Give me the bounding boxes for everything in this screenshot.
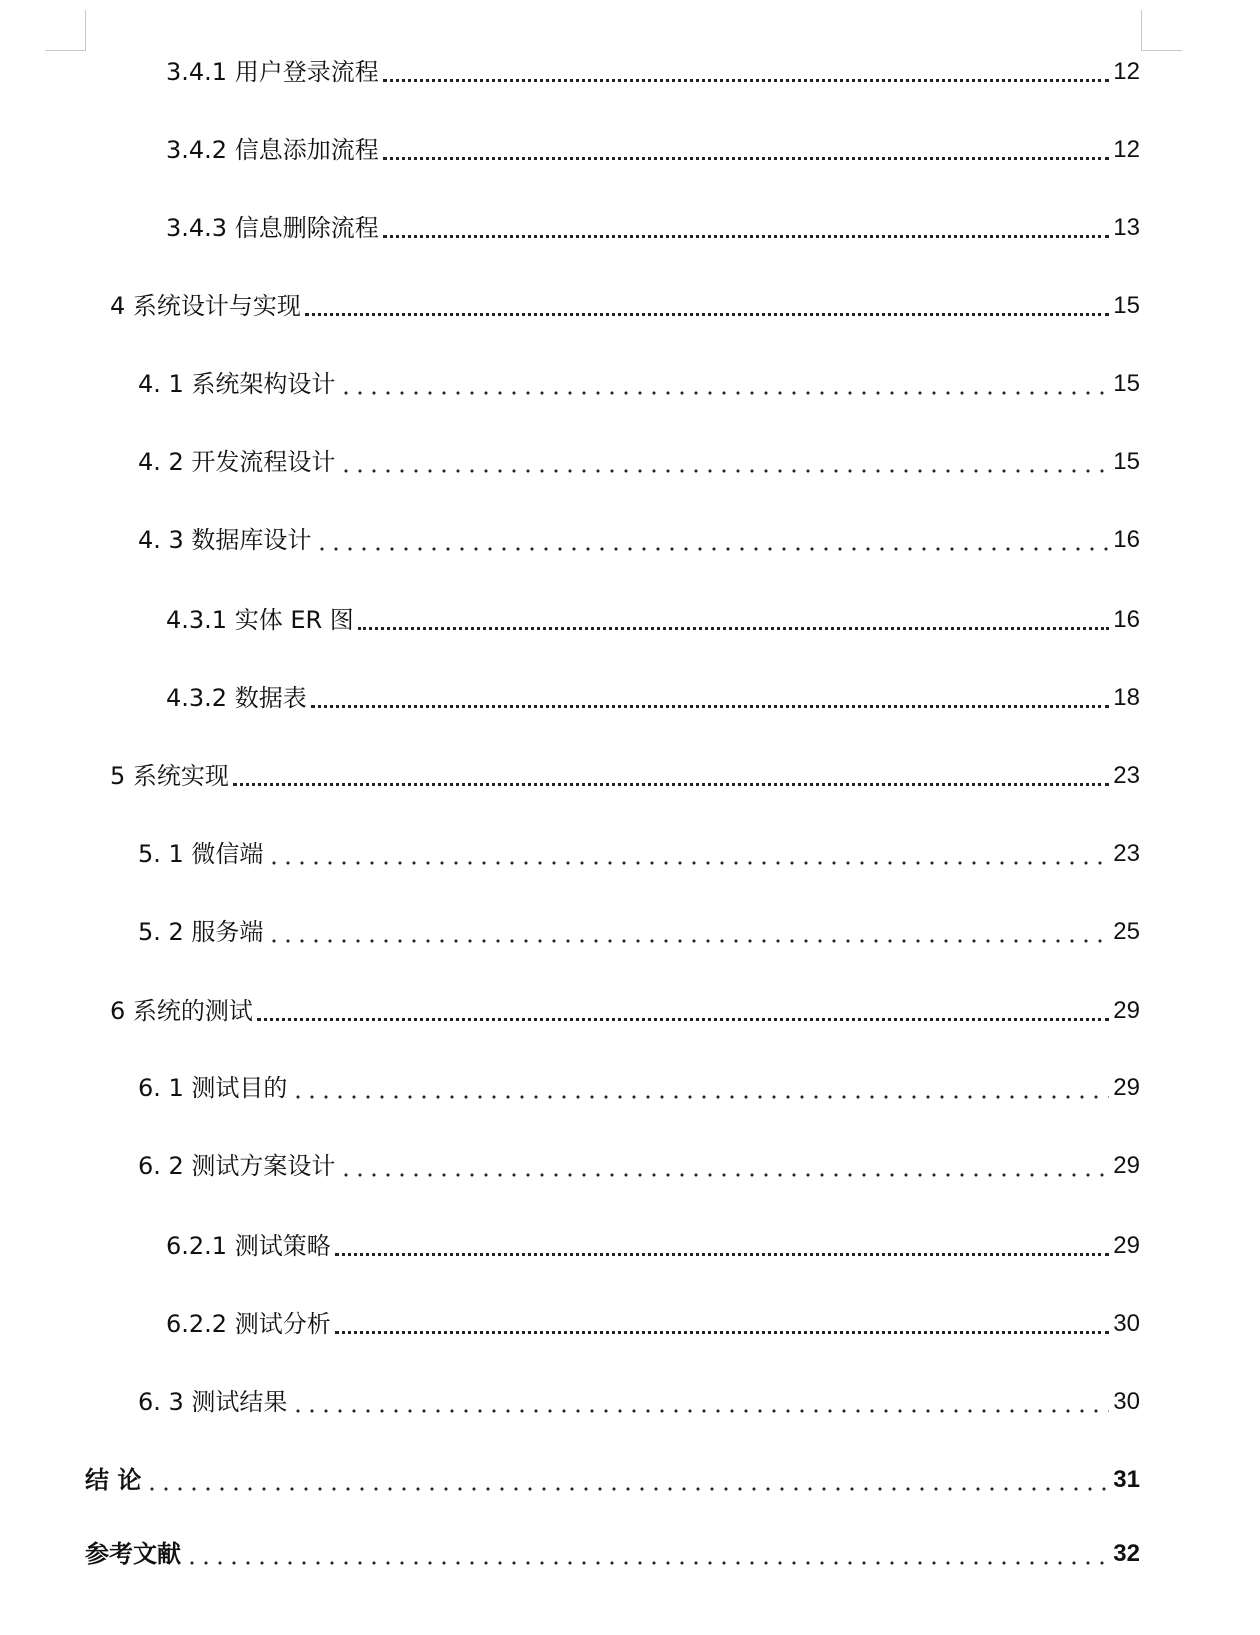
toc-leader: [383, 155, 1110, 160]
toc-entry-6-2-2[interactable]: [166, 1304, 1140, 1344]
toc-entry-6-2-1[interactable]: [166, 1226, 1140, 1266]
toc-leader: [291, 1095, 1109, 1099]
toc-label: 6. 3 测试结果: [138, 1388, 288, 1416]
toc-page-number: 12: [1113, 58, 1140, 85]
toc-label: 3.4.2 信息添加流程: [166, 136, 379, 164]
toc-entry-6-3[interactable]: [138, 1382, 1140, 1422]
toc-page-number: 30: [1113, 1388, 1140, 1415]
toc-entry-4-1[interactable]: [138, 364, 1140, 404]
toc-entry-4[interactable]: [110, 286, 1140, 326]
toc-leader: [311, 703, 1110, 708]
toc-label: 6 系统的测试: [110, 997, 253, 1025]
toc-label: 4.3.1 实体 ER 图: [166, 606, 354, 634]
toc-leader: [233, 781, 1109, 786]
toc-label: 6. 2 测试方案设计: [138, 1152, 336, 1180]
toc-leader: [267, 939, 1109, 943]
toc-page-number: 16: [1113, 606, 1140, 633]
toc-entry-6-1[interactable]: [138, 1068, 1140, 1108]
toc-page-number: 18: [1113, 684, 1140, 711]
toc-leader: [383, 233, 1110, 238]
toc-page-number: 29: [1113, 1232, 1140, 1259]
toc-label: 6.2.2 测试分析: [166, 1310, 331, 1338]
toc-label: 4. 1 系统架构设计: [138, 370, 336, 398]
toc-leader: [339, 391, 1109, 395]
toc-leader: [383, 77, 1110, 82]
toc-entry-4-3-2[interactable]: [166, 678, 1140, 718]
toc-label: 5 系统实现: [110, 762, 229, 790]
toc-leader: [315, 547, 1109, 551]
crop-mark-top-right: [1141, 10, 1182, 51]
toc-label: 3.4.3 信息删除流程: [166, 214, 379, 242]
toc-label: 6. 1 测试目的: [138, 1074, 288, 1102]
toc-entry-6[interactable]: [110, 991, 1140, 1031]
toc-page-number: 25: [1113, 918, 1140, 945]
toc-page-number: 29: [1113, 1074, 1140, 1101]
toc-entry-3-4-1[interactable]: [166, 52, 1140, 92]
toc-leader: [335, 1329, 1110, 1334]
toc-leader: [257, 1016, 1109, 1021]
toc-entry-4-3-1[interactable]: [166, 600, 1140, 640]
toc-page-number: 15: [1113, 292, 1140, 319]
toc-label: 参考文献: [85, 1540, 181, 1568]
toc-leader: [267, 861, 1109, 865]
toc-label: 4. 3 数据库设计: [138, 526, 312, 554]
toc-leader: [339, 1173, 1109, 1177]
toc-leader: [358, 625, 1110, 630]
toc-label: 4. 2 开发流程设计: [138, 448, 336, 476]
toc-label: 5. 2 服务端: [138, 918, 264, 946]
toc-entry-3-4-2[interactable]: [166, 130, 1140, 170]
toc-leader: [185, 1561, 1109, 1565]
toc-label: 5. 1 微信端: [138, 840, 264, 868]
toc-page-number: 29: [1113, 997, 1140, 1024]
toc-page-number: 23: [1113, 762, 1140, 789]
toc-entry-references[interactable]: [85, 1534, 1140, 1574]
toc-page-number: 15: [1113, 370, 1140, 397]
toc-leader: [291, 1409, 1109, 1413]
toc-page-number: 32: [1113, 1540, 1140, 1567]
toc-entry-4-2[interactable]: [138, 442, 1140, 482]
toc-page-number: 13: [1113, 214, 1140, 241]
toc-entry-conclusion[interactable]: [85, 1460, 1140, 1500]
toc-page-number: 29: [1113, 1152, 1140, 1179]
toc-page-number: 12: [1113, 136, 1140, 163]
toc-leader: [339, 469, 1109, 473]
toc-entry-6-2[interactable]: [138, 1146, 1140, 1186]
toc-page-number: 31: [1113, 1466, 1140, 1493]
toc-page-number: 15: [1113, 448, 1140, 475]
toc-label: 6.2.1 测试策略: [166, 1232, 331, 1260]
toc-entry-4-3[interactable]: [138, 520, 1140, 560]
toc-page-number: 23: [1113, 840, 1140, 867]
toc-label: 4 系统设计与实现: [110, 292, 301, 320]
toc-entry-5[interactable]: [110, 756, 1140, 796]
toc-leader: [335, 1251, 1110, 1256]
toc-page-number: 16: [1113, 526, 1140, 553]
toc-leader: [145, 1487, 1109, 1491]
crop-mark-top-left: [45, 10, 86, 51]
toc-entry-3-4-3[interactable]: [166, 208, 1140, 248]
toc-leader: [305, 311, 1109, 316]
toc-label: 3.4.1 用户登录流程: [166, 58, 379, 86]
toc-label: 4.3.2 数据表: [166, 684, 307, 712]
toc-label: 结 论: [85, 1466, 142, 1494]
toc-entry-5-2[interactable]: [138, 912, 1140, 952]
toc-page-number: 30: [1113, 1310, 1140, 1337]
toc-entry-5-1[interactable]: [138, 834, 1140, 874]
